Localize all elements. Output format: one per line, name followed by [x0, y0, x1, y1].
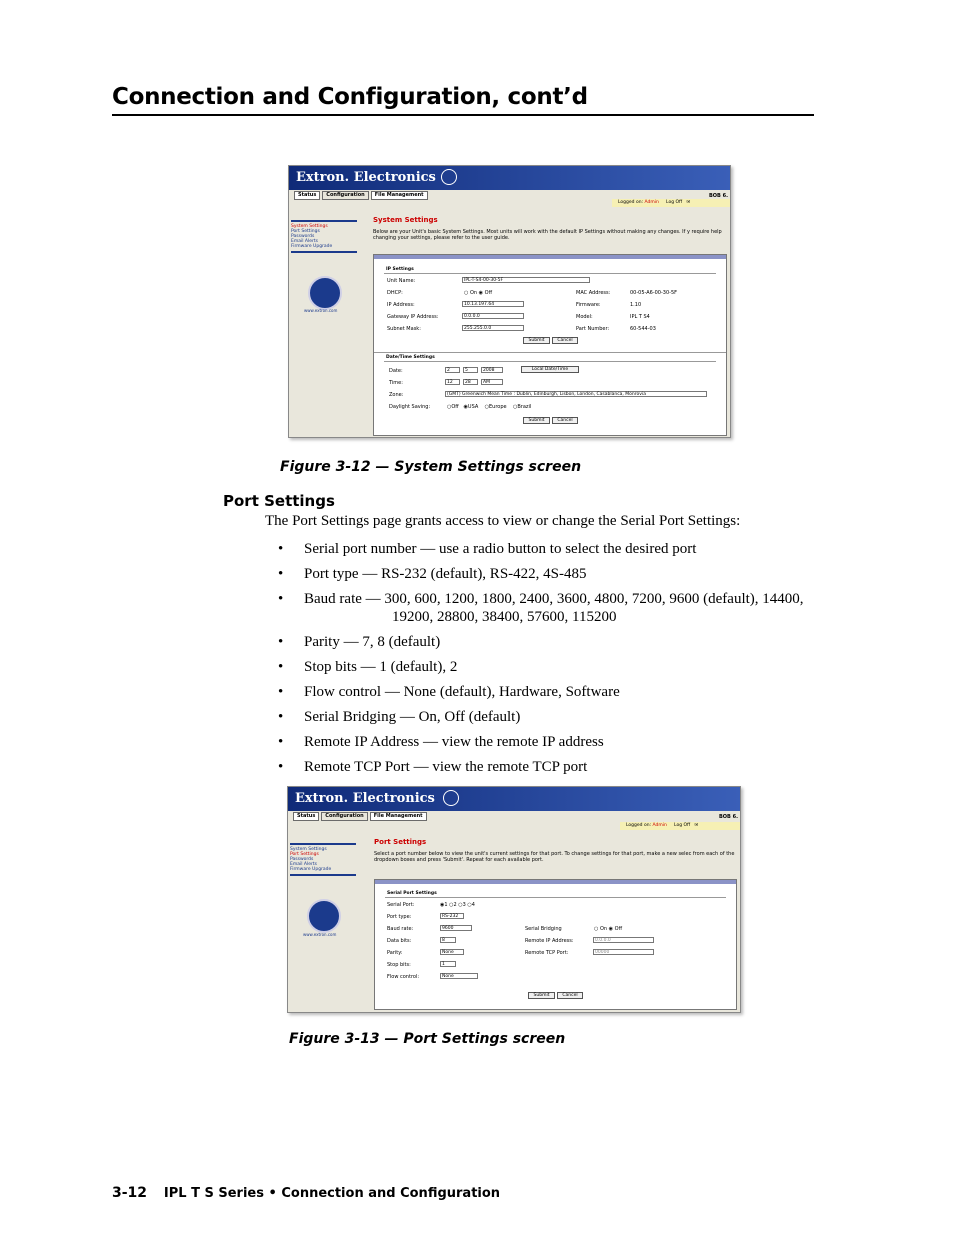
- subnet-label: Subnet Mask:: [387, 326, 421, 332]
- log-off-link[interactable]: Log Off: [666, 200, 683, 205]
- user-bar: [620, 822, 740, 830]
- extron-logo-icon: [441, 169, 457, 185]
- baud-rate-label: Baud rate:: [387, 926, 414, 932]
- gateway-label: Gateway IP Address:: [387, 314, 439, 320]
- remote-ip-label: Remote IP Address:: [525, 938, 574, 944]
- tab-file-management[interactable]: File Management: [370, 812, 427, 821]
- parity-select[interactable]: None: [440, 949, 464, 955]
- user-name: Admin: [644, 200, 659, 205]
- list-item: • Remote IP Address — view the remote IP address: [278, 733, 818, 751]
- dt-cancel-button[interactable]: Cancel: [552, 417, 578, 424]
- section-title: Port Settings: [374, 838, 427, 846]
- unit-name-input[interactable]: IPL-T-S4-00-30-5F: [462, 277, 590, 283]
- list-item: • Remote TCP Port — view the remote TCP port: [278, 758, 818, 776]
- unit-name-label: Unit Name:: [387, 278, 416, 284]
- sidebar-item-port-settings[interactable]: Port Settings: [290, 852, 319, 857]
- tab-bar: [294, 191, 428, 200]
- sidebar-item-firmware-upgrade[interactable]: Firmware Upgrade: [290, 867, 332, 872]
- time-minute-select[interactable]: 28: [463, 379, 478, 385]
- page-title: Connection and Configuration, cont’d: [112, 84, 588, 110]
- section-description: Select a port number below to view the unit's current settings for that port. To change settings for that port, make a new selec from each of the dropdown boxes and press 'Submit'. Repeat for each available port.: [374, 851, 735, 863]
- remote-ip-input[interactable]: 0.0.0.0: [593, 937, 654, 943]
- stop-bits-select[interactable]: 1: [440, 961, 456, 967]
- dst-off-radio[interactable]: ○: [447, 404, 452, 410]
- mail-icon: ✉: [686, 200, 691, 205]
- extron-logo-icon: [443, 790, 459, 806]
- port-settings-screenshot: [287, 786, 741, 1013]
- dst-usa-radio[interactable]: ◉: [463, 404, 468, 410]
- sidebar-item-email-alerts[interactable]: Email Alerts: [290, 862, 317, 867]
- settings-panel: Serial Port Settings Serial Port: ◉1 ○2 ○3 ○4 Port type: RS-232 Baud rate: 9600 Data bits: 8 Parity: None Stop bits: 1 Flow control: None Serial Bridging ○ On ◉ Off Remote IP Address: 0.0.0.0 Remote TCP Port: 00000 Submit Cancel: [374, 879, 737, 1010]
- sidebar-item-port-settings[interactable]: Port Settings: [291, 229, 320, 234]
- sidebar-item-passwords[interactable]: Passwords: [290, 857, 314, 862]
- time-label: Time:: [389, 380, 403, 386]
- gateway-input[interactable]: 0.0.0.0: [462, 313, 524, 319]
- port-type-select[interactable]: RS-232: [440, 913, 464, 919]
- website-link[interactable]: www.extron.com: [303, 932, 337, 937]
- zone-label: Zone:: [389, 392, 404, 398]
- main-content: [373, 216, 727, 241]
- sidebar: [290, 841, 356, 878]
- page-footer: [112, 1185, 500, 1201]
- system-settings-screenshot: [288, 165, 731, 438]
- serial-port-settings-heading: Serial Port Settings: [387, 891, 437, 896]
- sidebar-item-system-settings[interactable]: System Settings: [291, 224, 328, 229]
- dst-europe-radio[interactable]: ○: [484, 404, 490, 410]
- part-number-value: 60-544-03: [630, 326, 656, 332]
- baud-rate-select[interactable]: 9600: [440, 925, 472, 931]
- date-day-select[interactable]: 5: [463, 367, 478, 373]
- model-value: IPL T S4: [630, 314, 650, 320]
- port-type-label: Port type:: [387, 914, 412, 920]
- model-label: Model:: [576, 314, 593, 320]
- tab-file-management[interactable]: File Management: [371, 191, 428, 200]
- main-content: [374, 838, 738, 863]
- daylight-saving-label: Daylight Saving:: [389, 404, 431, 410]
- dst-brazil-radio[interactable]: ○: [512, 404, 518, 410]
- remote-tcp-port-input[interactable]: 00000: [593, 949, 654, 955]
- sidebar-item-email-alerts[interactable]: Email Alerts: [291, 239, 318, 244]
- figure-caption-3-13: Figure 3-13 — Port Settings screen: [289, 1031, 566, 1047]
- list-item: • Parity — 7, 8 (default): [278, 633, 818, 651]
- date-month-select[interactable]: 2: [445, 367, 460, 373]
- logged-on-label: Logged on:: [618, 200, 644, 205]
- tab-configuration[interactable]: Configuration: [322, 191, 368, 200]
- section-description: Below are your Unit's basic System Settings. Most units will work with the default IP Settings without making any changes. If y require help changing your settings, please refer to the user guide.: [373, 229, 722, 241]
- section-intro: The Port Settings page grants access to view or change the Serial Port Settings:: [265, 513, 741, 529]
- settings-panel: IP Settings Unit Name: IPL-T-S4-00-30-5F DHCP: ○ On ◉ Off IP Address: 10.13.197.64 Gateway IP Address: 0.0.0.0 Subnet Mask: 255.255.0.0 MAC Address: 00-05-A6-00-30-5F Firmware: 1.10 Model: IPL T S4 Part Number: 60-544-03 Submit Cancel Date/Time Settings Date: 2 5 2008 Local Date/Time Time: 12 28 AM Zone: (GMT) Greenwich Mean Time : Dublin, Edinburgh, Lisbon, London, Casablanca, Monrovia Daylight Saving: ○Off ◉USA ○Europe ○Brazil Submit Cancel: [373, 254, 727, 436]
- list-item: • Baud rate — 300, 600, 1200, 1800, 2400, 3600, 4800, 7200, 9600 (default), 14400, 19200, 28800, 38400, 57600, 115200: [278, 590, 818, 626]
- data-bits-label: Data bits:: [387, 938, 412, 944]
- date-label: Date:: [389, 368, 403, 374]
- cancel-button[interactable]: Cancel: [557, 992, 583, 999]
- extron-seal-icon: [308, 276, 342, 310]
- tab-bar: [293, 812, 427, 821]
- mac-label: MAC Address:: [576, 290, 611, 296]
- brand-banner: [289, 166, 730, 190]
- sidebar: [291, 218, 357, 255]
- bridging-off-radio[interactable]: ◉: [608, 926, 614, 932]
- firmware-value: 1.10: [630, 302, 642, 308]
- section-title: System Settings: [373, 216, 438, 224]
- list-item: • Port type — RS-232 (default), RS-422, 4S-485: [278, 565, 818, 583]
- parity-label: Parity:: [387, 950, 403, 956]
- time-hour-select[interactable]: 12: [445, 379, 460, 385]
- ip-address-input[interactable]: 10.13.197.64: [462, 301, 524, 307]
- remote-tcp-port-label: Remote TCP Port:: [525, 950, 569, 956]
- list-item: • Serial port number — use a radio button to select the desired port: [278, 540, 818, 558]
- user-name: Admin: [652, 823, 667, 828]
- stop-bits-label: Stop bits:: [387, 962, 411, 968]
- title-rule: [112, 114, 814, 116]
- ip-address-label: IP Address:: [387, 302, 415, 308]
- time-ampm-select[interactable]: AM: [481, 379, 503, 385]
- section-heading: Port Settings: [223, 492, 335, 510]
- list-item: • Flow control — None (default), Hardware, Software: [278, 683, 818, 701]
- model-tag: BOB 6.: [709, 193, 728, 199]
- ip-settings-heading: IP Settings: [386, 267, 414, 272]
- sidebar-item-firmware-upgrade[interactable]: Firmware Upgrade: [291, 244, 333, 249]
- figure-caption-3-12: Figure 3-12 — System Settings screen: [280, 459, 582, 475]
- dt-submit-button[interactable]: Submit: [523, 417, 550, 424]
- list-item: • Stop bits — 1 (default), 2: [278, 658, 818, 676]
- tab-status[interactable]: Status: [293, 812, 319, 821]
- firmware-label: Firmware:: [576, 302, 601, 308]
- brand-logo-text: Extron. Electronics: [296, 170, 436, 185]
- dhcp-off-radio[interactable]: ◉: [478, 290, 484, 296]
- model-tag: BOB 6.: [719, 814, 738, 820]
- website-link[interactable]: www.extron.com: [304, 308, 338, 313]
- date-time-heading: Date/Time Settings: [386, 355, 435, 360]
- brand-logo-text: Extron. Electronics: [295, 791, 435, 806]
- serial-port-radio[interactable]: ◉: [440, 902, 445, 908]
- brand-banner: [288, 787, 740, 811]
- tab-status[interactable]: Status: [294, 191, 320, 200]
- mac-value: 00-05-A6-00-30-5F: [630, 290, 678, 296]
- part-number-label: Part Number:: [576, 326, 610, 332]
- dhcp-on-radio[interactable]: ○: [464, 290, 469, 296]
- dhcp-label: DHCP:: [387, 290, 403, 296]
- sidebar-item-system-settings[interactable]: System Settings: [290, 847, 327, 852]
- tab-configuration[interactable]: Configuration: [321, 812, 367, 821]
- serial-bridging-label: Serial Bridging: [525, 926, 562, 932]
- ip-submit-button[interactable]: Submit: [523, 337, 550, 344]
- subnet-input[interactable]: 255.255.0.0: [462, 325, 524, 331]
- serial-port-label: Serial Port:: [387, 902, 415, 908]
- date-year-select[interactable]: 2008: [481, 367, 503, 373]
- flow-control-select[interactable]: None: [440, 973, 478, 979]
- ip-cancel-button[interactable]: Cancel: [552, 337, 578, 344]
- data-bits-select[interactable]: 8: [440, 937, 456, 943]
- bridging-on-radio[interactable]: ○: [594, 926, 599, 932]
- port-settings-list: [278, 540, 818, 783]
- logged-on-label: Logged on:: [626, 823, 652, 828]
- list-item: • Serial Bridging — On, Off (default): [278, 708, 818, 726]
- log-off-link[interactable]: Log Off: [674, 823, 691, 828]
- zone-select[interactable]: (GMT) Greenwich Mean Time : Dublin, Edinburgh, Lisbon, London, Casablanca, Monrovia: [445, 391, 707, 397]
- flow-control-label: Flow control:: [387, 974, 420, 980]
- user-bar: [612, 199, 730, 207]
- extron-seal-icon: [307, 899, 341, 933]
- page-number: 3-12: [112, 1185, 148, 1201]
- mail-icon: ✉: [694, 823, 699, 828]
- submit-button[interactable]: Submit: [528, 992, 555, 999]
- local-date-time-button[interactable]: Local Date/Time: [521, 366, 579, 373]
- sidebar-item-passwords[interactable]: Passwords: [291, 234, 315, 239]
- footer-text: IPL T S Series • Connection and Configuration: [163, 1186, 501, 1201]
